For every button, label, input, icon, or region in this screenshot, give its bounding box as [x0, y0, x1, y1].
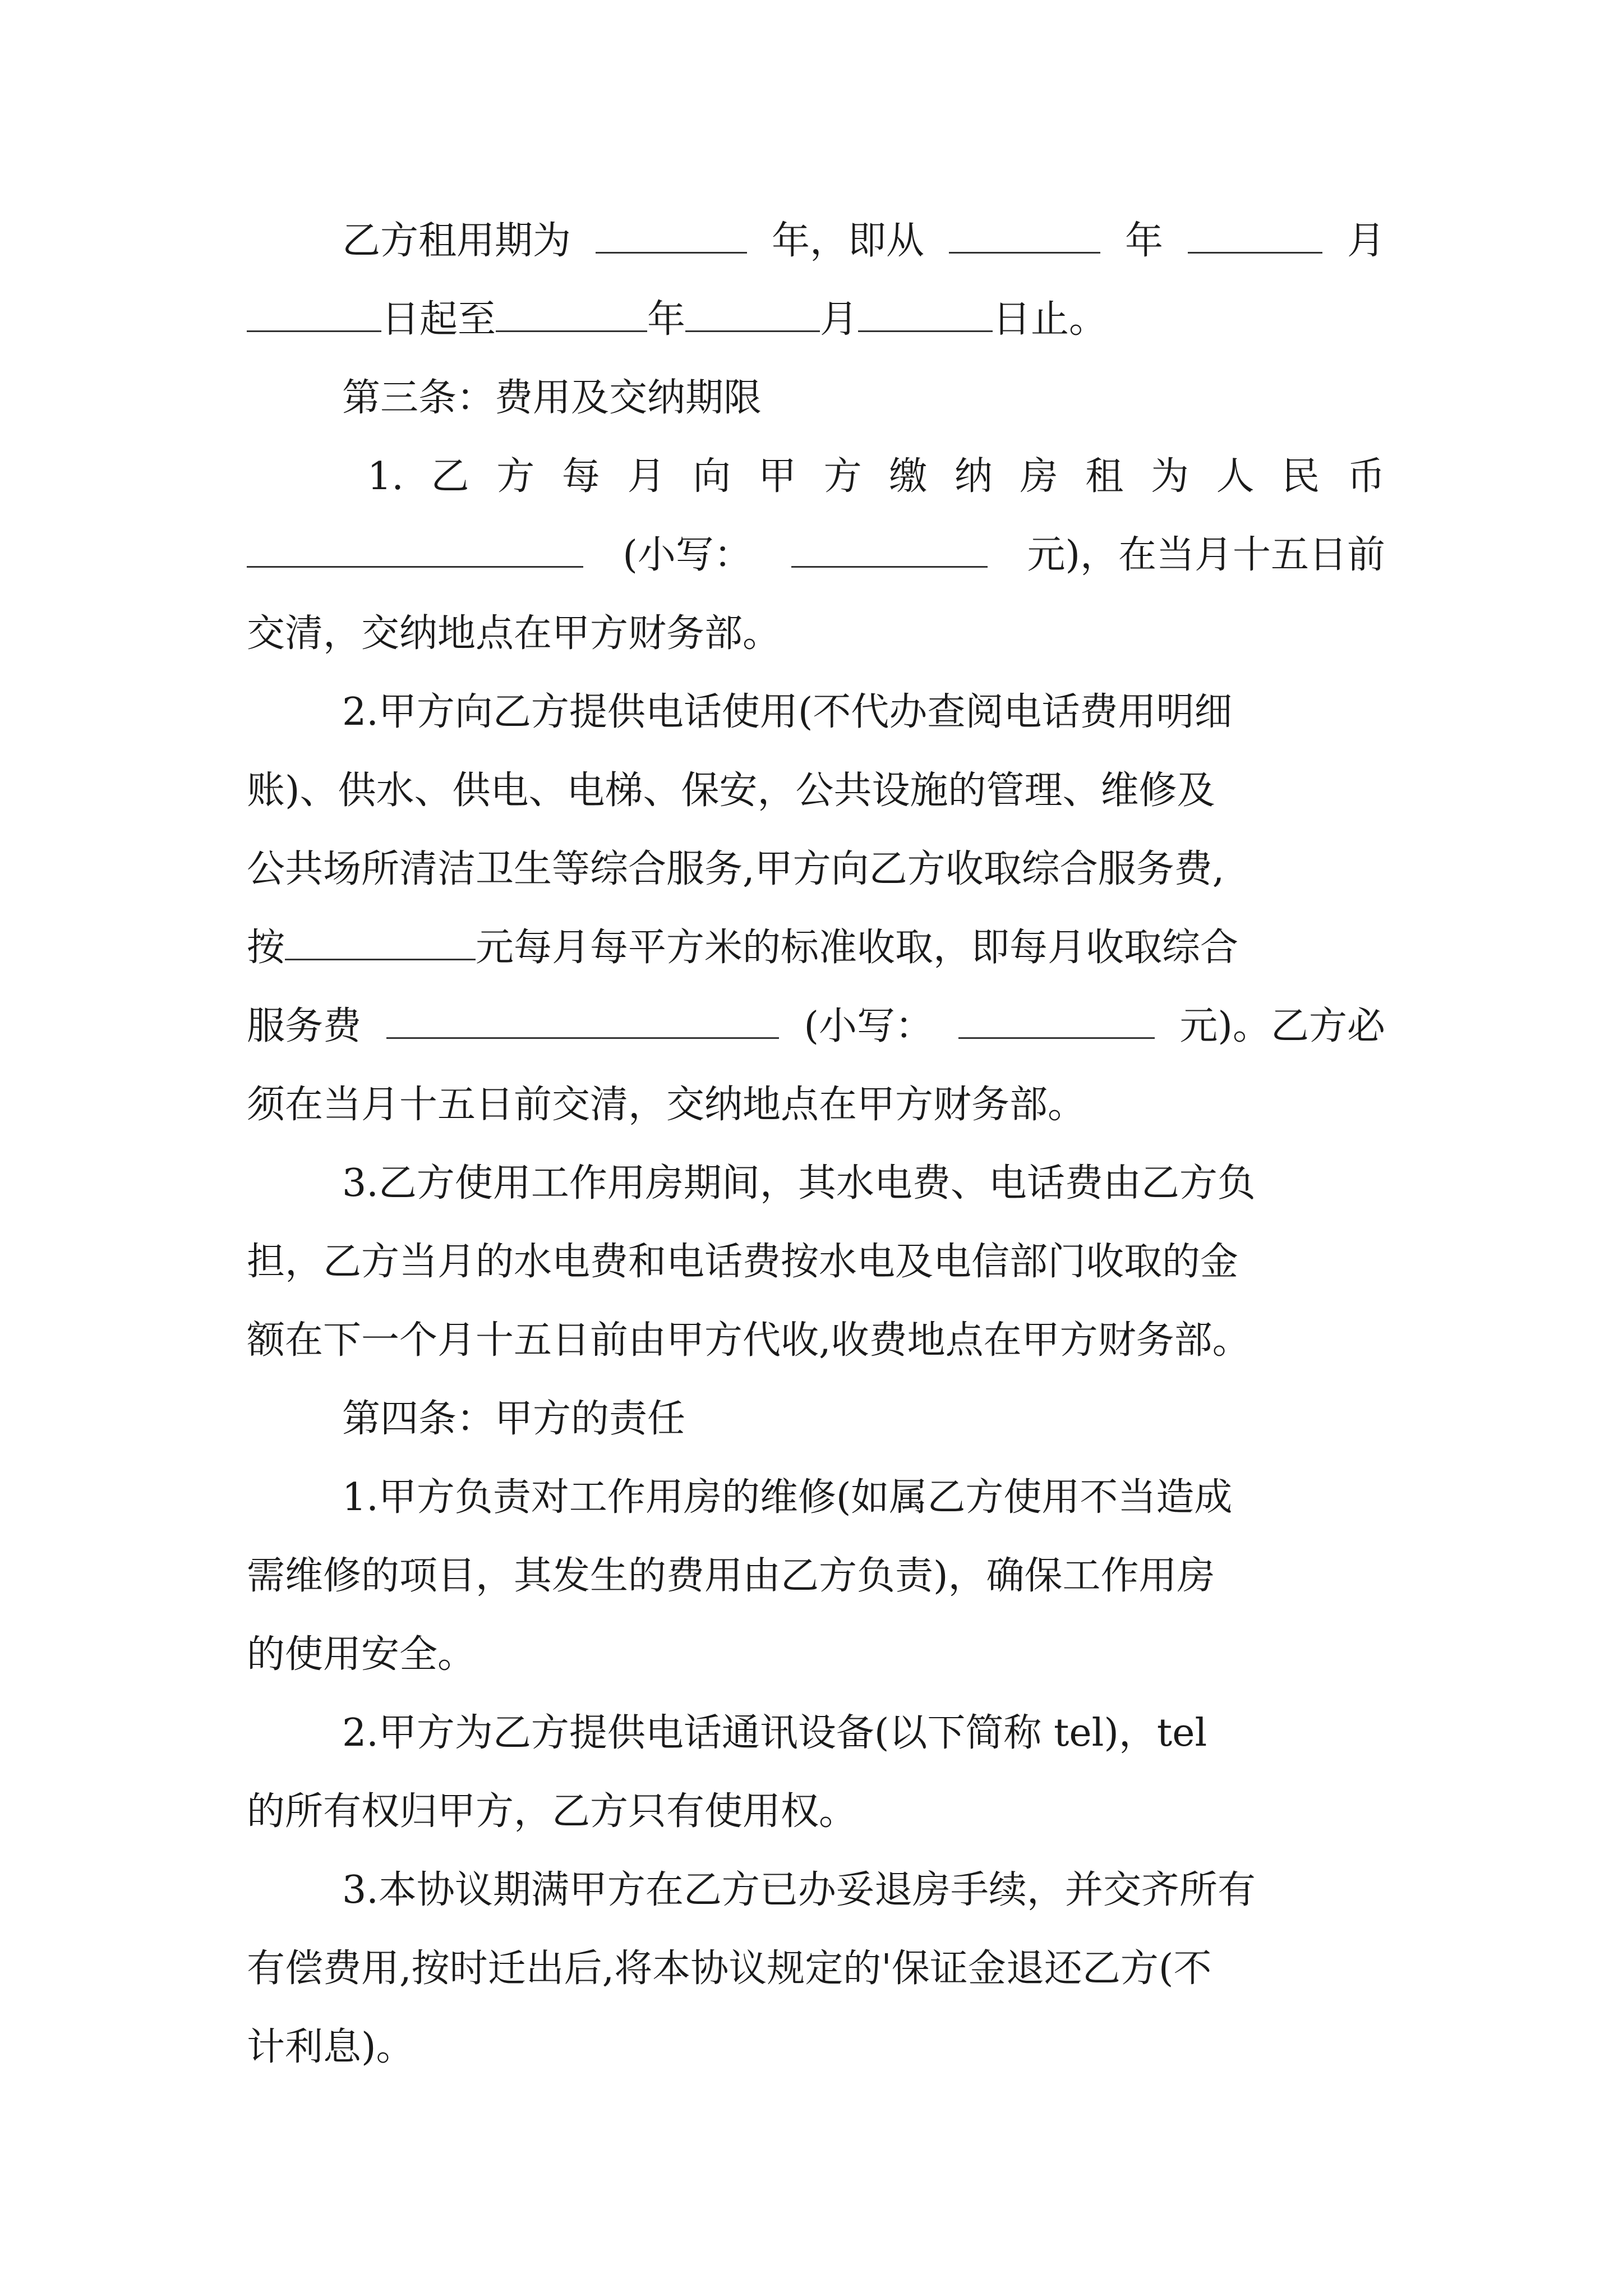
char: 方 — [823, 454, 862, 499]
service-item-line-5 — [247, 993, 1385, 1060]
char: 缴 — [889, 454, 928, 499]
tel-item-line-1: 2.甲方为乙方提供电话通讯设备(以下简称 tel)，tel — [342, 1711, 1207, 1755]
end-day-label: 日止。 — [993, 297, 1108, 342]
service-item-line-3: 公共场所清洁卫生等综合服务,甲方向乙方收取综合服务费, — [247, 847, 1225, 891]
char: 向 — [693, 454, 731, 499]
end-day-blank — [858, 291, 993, 332]
deposit-item-line-2: 有偿费用,按时迁出后,将本协议规定的'保证金退还乙方(不 — [247, 1947, 1212, 1991]
tel-item-line-2: 的所有权归甲方，乙方只有使用权。 — [247, 1789, 857, 1834]
rent-item-line-2 — [247, 522, 1385, 589]
service-fee-label: 服务费 — [247, 1004, 362, 1048]
lease-years-blank — [596, 213, 747, 254]
char: 乙 — [431, 454, 469, 499]
end-month-label: 月 — [820, 297, 859, 342]
lease-from-text: 年，即从 — [771, 219, 924, 263]
lowercase-label: (小写： — [623, 533, 752, 577]
rent-lowercase-blank — [791, 527, 988, 568]
char: 租 — [1085, 454, 1124, 499]
char: 房 — [1020, 454, 1058, 499]
month-label: 月 — [1347, 219, 1385, 263]
article-3-heading: 第三条：费用及交纳期限 — [342, 376, 762, 420]
repair-item-line-1: 1.甲方负责对工作用房的维修(如属乙方使用不当造成 — [342, 1475, 1233, 1520]
char: 民 — [1281, 454, 1320, 499]
rate-text: 元每月每平方米的标准收取，即每月收取综合 — [476, 926, 1239, 970]
service-item-line-6: 须在当月十五日前交清，交纳地点在甲方财务部。 — [247, 1083, 1086, 1127]
service-lowercase-blank — [958, 998, 1155, 1039]
by-text: 按 — [247, 926, 285, 970]
utilities-item-line-1: 3.乙方使用工作用房期间，其水电费、电话费由乙方负 — [342, 1161, 1256, 1205]
lease-term-text: 乙方租用期为 — [342, 219, 571, 263]
lease-term-line-2 — [247, 286, 1385, 353]
char: 甲 — [758, 454, 796, 499]
end-year-blank — [496, 291, 647, 332]
year-label: 年 — [1124, 219, 1163, 263]
char: 人 — [1216, 454, 1255, 499]
article-4-heading: 第四条：甲方的责任 — [342, 1397, 686, 1441]
utilities-item-line-3: 额在下一个月十五日前由甲方代收,收费地点在甲方财务部。 — [247, 1318, 1251, 1363]
lowercase-label: (小写： — [804, 1004, 933, 1048]
service-item-line-4 — [247, 914, 1385, 982]
service-item-line-2: 账)、供水、供电、电梯、保安，公共设施的管理、维修及 — [247, 769, 1215, 813]
start-day-blank — [247, 291, 381, 332]
deposit-item-line-3: 计利息)。 — [247, 2025, 414, 2069]
start-to-text: 日起至 — [381, 297, 496, 342]
item-number: 1. — [367, 454, 404, 499]
service-item-line-1: 2.甲方向乙方提供电话使用(不代办查阅电话费用明细 — [342, 690, 1233, 734]
deposit-item-line-1: 3.本协议期满甲方在乙方已办妥退房手续，并交齐所有 — [342, 1868, 1256, 1912]
repair-item-line-3: 的使用安全。 — [247, 1632, 476, 1677]
service-fee-blank — [386, 998, 779, 1039]
rent-item-line-3: 交清，交纳地点在甲方财务部。 — [247, 611, 781, 656]
end-month-blank — [685, 291, 820, 332]
service-rate-blank — [285, 919, 476, 960]
char: 月 — [627, 454, 666, 499]
service-fee-tail: 元)。乙方必 — [1179, 1004, 1385, 1048]
rent-amount-blank — [247, 527, 583, 568]
char: 纳 — [954, 454, 993, 499]
lease-term-line-1 — [247, 208, 1385, 275]
start-year-blank — [949, 213, 1100, 254]
char: 方 — [496, 454, 535, 499]
end-year-label: 年 — [647, 297, 686, 342]
rent-due-text: 元)，在当月十五日前 — [1027, 533, 1385, 577]
repair-item-line-2: 需维修的项目，其发生的费用由乙方负责)，确保工作用房 — [247, 1554, 1215, 1598]
rent-item-line-1 — [247, 443, 1385, 510]
utilities-item-line-2: 担，乙方当月的水电费和电话费按水电及电信部门收取的金 — [247, 1240, 1239, 1284]
char: 为 — [1150, 454, 1189, 499]
start-month-blank — [1188, 213, 1322, 254]
char: 每 — [561, 454, 600, 499]
char: 币 — [1347, 454, 1385, 499]
